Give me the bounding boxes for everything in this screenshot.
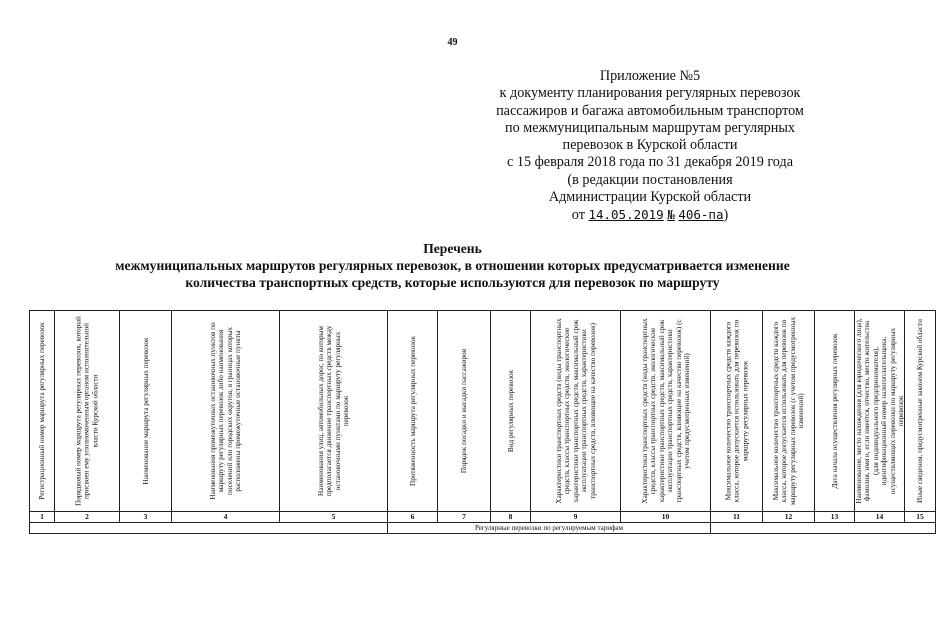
header-text: Максимальное количество транспортных средств каждого класса, которое допускается использовать для перевозок по маршруту регулярных перевозок <box>723 319 749 503</box>
header-text: Характеристики транспортных средств (виды транспортных средств, классы транспортных средств, экологические характеристики транспортных средств, максимальный срок эксплуатации транспортных средств, характеристики транспортных средств, влияющие на качество перевозок) (с учетом предусмотренных изменений) <box>640 318 691 504</box>
column-number: 15 <box>905 512 936 523</box>
header-text: Наименование маршрута регулярных перевозок <box>141 337 150 485</box>
column-number: 10 <box>621 512 711 523</box>
column-number: 5 <box>280 512 388 523</box>
column-number: 8 <box>491 512 531 523</box>
table-header-cell <box>491 311 531 512</box>
table-header-cell <box>172 311 280 512</box>
header-text: Протяженность маршрута регулярных перевозок <box>408 336 417 486</box>
title-line: количества транспортных средств, которые используются для перевозок по маршруту <box>185 275 720 290</box>
header-text: Дата начала осуществления регулярных перевозок <box>830 333 839 489</box>
header-text: Порядковый номер маршрута регулярных перевозок, который присвоен ему уполномоченным органом исполнительной власти Курской области <box>74 316 100 506</box>
table-header-row <box>30 311 936 512</box>
header-text: Вид регулярных перевозок <box>506 369 515 453</box>
table-header-cell <box>855 311 905 512</box>
column-number-row <box>30 512 936 523</box>
header-text: Порядок посадки и высадки пассажиров <box>459 348 468 474</box>
page-number: 49 <box>447 37 458 48</box>
table-header-cell <box>621 311 711 512</box>
appendix-line: с 15 февраля 2018 года по 31 декабря 2019 года <box>507 154 793 171</box>
column-number: 4 <box>172 512 280 523</box>
header-text: Наименования улиц, автомобильных дорог, по которым предполагается движение транспортных средств между остановочными пунктами по маршруту регулярных перевозок <box>316 325 350 497</box>
table-header-cell <box>30 311 55 512</box>
appendix-reference <box>490 206 810 224</box>
document-title <box>0 240 905 291</box>
table-header-cell <box>120 311 172 512</box>
table-header-cell <box>388 311 438 512</box>
appendix-line: перевозок в Курской области <box>562 137 738 154</box>
table-header-cell <box>280 311 388 512</box>
table-header-cell <box>905 311 936 512</box>
column-number: 6 <box>388 512 438 523</box>
column-number: 1 <box>30 512 55 523</box>
appendix-line: пассажиров и багажа автомобильным транспортом <box>496 102 804 119</box>
ref-date: 14.05.2019 <box>588 207 664 223</box>
title-line: Перечень <box>423 241 482 256</box>
ref-no-sign: № <box>667 207 675 223</box>
header-text: Максимальное количество транспортных средств каждого класса, которое допускается использовать для перевозок по маршруту регулярных перевозок (с учетом предусмотренных изменений) <box>771 316 805 506</box>
table-header-cell <box>815 311 855 512</box>
header-text: Характеристики транспортных средств (виды транспортных средств, классы транспортных средств, экологические характеристики транспортных средств, максимальный срок эксплуатации транспортных средств, характеристики транспортных средств, влияющие на качество перевозок) <box>554 318 597 504</box>
appendix-line: к документу планирования регулярных перевозок <box>499 85 801 102</box>
table-header-cell <box>531 311 621 512</box>
column-number: 7 <box>438 512 491 523</box>
appendix-line: по межмуниципальным маршрутам регулярных <box>505 119 795 136</box>
table-header-cell <box>763 311 815 512</box>
column-number: 14 <box>855 512 905 523</box>
ref-number: 406-па <box>678 207 724 223</box>
column-number: 11 <box>711 512 763 523</box>
table-header-cell <box>711 311 763 512</box>
header-text: Иные сведения, предусмотренные законом Курской области <box>915 319 924 503</box>
header-text: Наименование, место нахождения (для юридического лица), фамилия, имя и, если имеется, отчество, место жительства (для индивидуального предпринимателя), идентификационный номер налогоплательщика, осуществляющих перевозки по маршруту регулярных перевозок <box>854 318 905 504</box>
header-text: Регистрационный номер маршрута регулярных перевозок <box>37 322 46 500</box>
subheader-row <box>30 523 936 534</box>
ref-prefix: от <box>571 207 585 224</box>
table-header-cell <box>438 311 491 512</box>
header-text: Наименования промежуточных остановочных пунктов по маршруту регулярных перевозок либо наименования поселений или городских округов, в границах которых расположены промежуточные остановочные пункты <box>208 322 242 500</box>
column-number: 2 <box>55 512 120 523</box>
column-number: 9 <box>531 512 621 523</box>
column-number: 13 <box>815 512 855 523</box>
table-header-cell <box>55 311 120 512</box>
title-line: межмуниципальных маршрутов регулярных перевозок, в отношении которых предусматривается изменение <box>115 258 790 273</box>
appendix-line: Приложение №5 <box>599 68 701 84</box>
column-number: 3 <box>120 512 172 523</box>
subheader-spacer <box>30 523 388 534</box>
appendix-block <box>490 68 810 225</box>
appendix-line: (в редакции постановления <box>567 171 733 188</box>
subheader-label: Регулярные перевозки по регулируемым тарифам <box>388 523 711 534</box>
ref-suffix: ) <box>723 207 729 224</box>
routes-table <box>29 310 936 534</box>
appendix-line: Администрации Курской области <box>548 189 752 206</box>
column-number: 12 <box>763 512 815 523</box>
subheader-spacer <box>711 523 936 534</box>
